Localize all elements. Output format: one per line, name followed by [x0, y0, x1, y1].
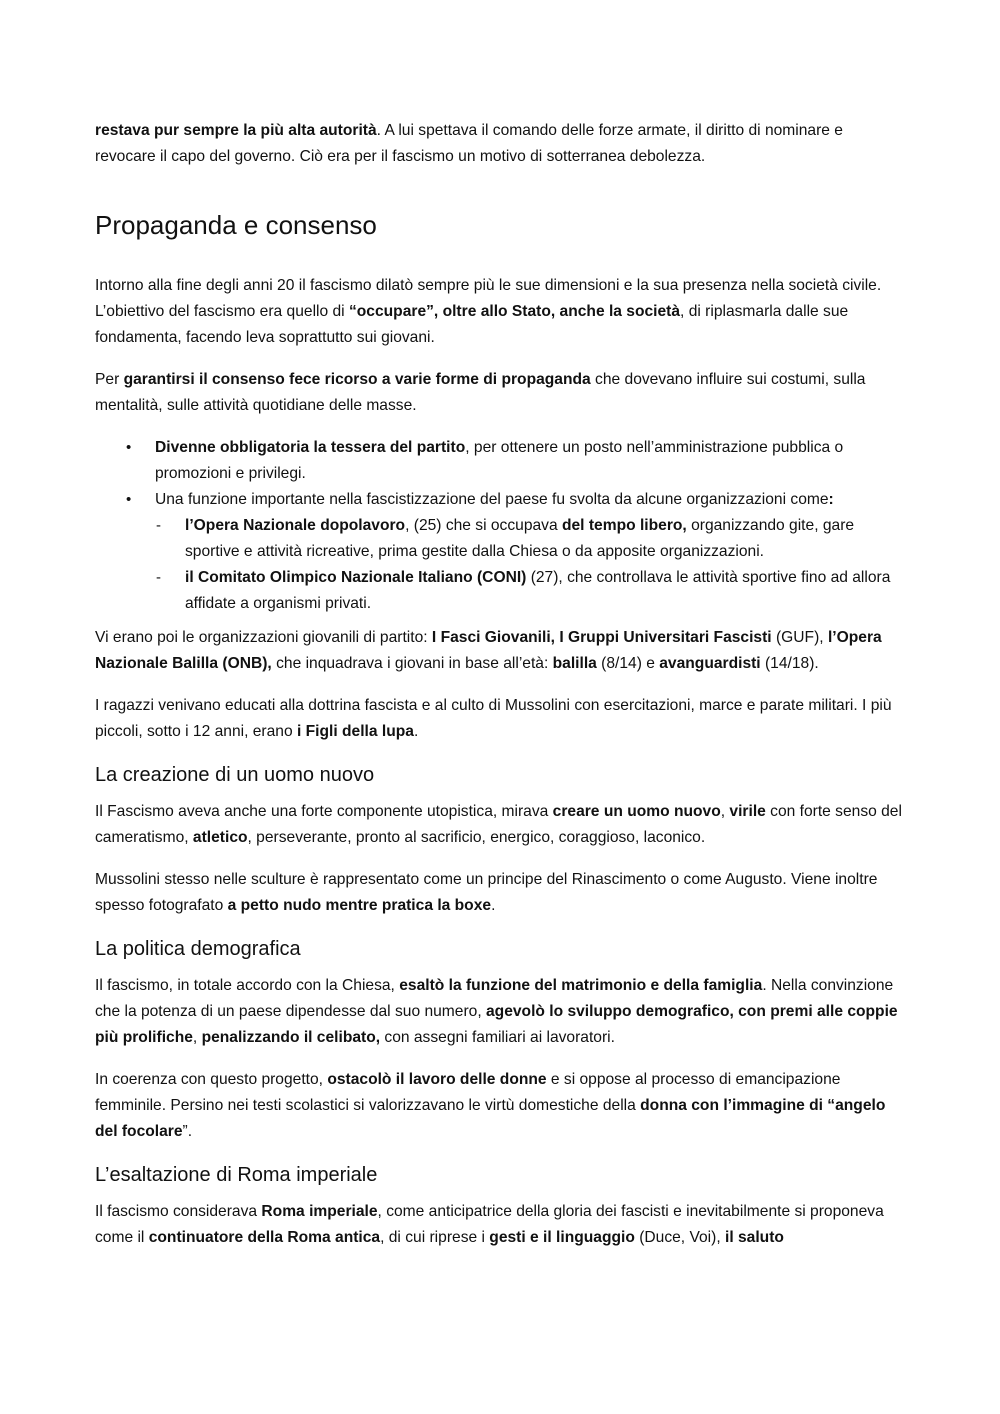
list-item: - l’Opera Nazionale dopolavoro, (25) che si occupava del tempo libero, organizzando gite, gare sportive e attività ricreative, prima gestite dalla Chiesa o da apposite organizzazioni. [95, 513, 904, 565]
dash-marker: - [156, 569, 161, 586]
list-item: • Divenne obbligatoria la tessera del partito, per ottenere un posto nell’amministrazione pubblica o promozioni e privilegi. [95, 435, 904, 487]
paragraph-propaganda-3: Vi erano poi le organizzazioni giovanili di partito: I Fasci Giovanili, I Gruppi Universitari Fascisti (GUF), l’Opera Nazionale Balilla (ONB), che inquadrava i giovani in base all’età: balilla (8/14) e avanguardisti (14/18). [95, 629, 882, 672]
bullet-marker: • [126, 491, 132, 508]
paragraph-uomo-nuovo-2: Mussolini stesso nelle sculture è rappresentato come un principe del Rinascimento o come Augusto. Viene inoltre spesso fotografato a petto nudo mentre pratica la boxe. [95, 871, 878, 914]
dash-list [155, 513, 904, 617]
bullet-marker: • [126, 439, 132, 456]
paragraph-demografica-1: Il fascismo, in totale accordo con la Chiesa, esaltò la funzione del matrimonio e della famiglia. Nella convinzione che la potenza di un paese dipendesse dal suo numero, agevolò lo sviluppo demografico, con premi alle coppie più prolifiche, penalizzando il celibato, con assegni familiari ai lavoratori. [95, 977, 898, 1046]
list-item: - il Comitato Olimpico Nazionale Italiano (CONI) (27), che controllava le attività sportive fino ad allora affidate a organismi privati. [95, 565, 904, 617]
paragraph-uomo-nuovo-1: Il Fascismo aveva anche una forte componente utopistica, mirava creare un uomo nuovo, virile con forte senso del cameratismo, atletico, perseverante, pronto al sacrificio, energico, coraggioso, laconico. [95, 803, 902, 846]
paragraph-propaganda-1: Intorno alla fine degli anni 20 il fascismo dilatò sempre più le sue dimensioni e la sua presenza nella società civile. L’obiettivo del fascismo era quello di “occupare”, oltre allo Stato, anche la società, di riplasmarla dalle sue fondamenta, facendo leva soprattutto sui giovani. [95, 277, 882, 346]
paragraph-demografica-2: In coerenza con questo progetto, ostacolò il lavoro delle donne e si oppose al processo di emancipazione femminile. Persino nei testi scolastici si valorizzavano le virtù domestiche della donna con l’immagine di “angelo del focolare”. [95, 1071, 886, 1140]
list-item: • Una funzione importante nella fascistizzazione del paese fu svolta da alcune organizzazioni come: - l’Opera Nazionale dopolavoro, (25) che si occupava del tempo libero, organizzando gite, gare sportive e attività ricreative, prima gestite dalla Chiesa o da apposite organizzazioni. - il Comitato Olimpico Nazionale Italiano (CONI) (27), che controllava le attività sportive fino ad allora affidate a organismi privati. [95, 487, 904, 617]
paragraph-roma-1: Il fascismo considerava Roma imperiale, come anticipatrice della gloria dei fascisti e inevitabilmente si proponeva come il continuatore della Roma antica, di cui riprese i gesti e il linguaggio (Duce, Voi), il saluto [95, 1203, 884, 1246]
paragraph-propaganda-4: I ragazzi venivano educati alla dottrina fascista e al culto di Mussolini con esercitazioni, marce e parate militari. I più piccoli, sotto i 12 anni, erano i Figli della lupa. [95, 697, 892, 740]
bullet-list [95, 435, 904, 617]
dash-marker: - [156, 517, 161, 534]
heading-propaganda: Propaganda e consenso [95, 210, 377, 240]
paragraph-intro: restava pur sempre la più alta autorità. A lui spettava il comando delle forze armate, il diritto di nominare e revocare il capo del governo. Ciò era per il fascismo un motivo di sotterranea debolezza. [95, 122, 843, 165]
paragraph-propaganda-2: Per garantirsi il consenso fece ricorso a varie forme di propaganda che dovevano influire sui costumi, sulla mentalità, sulle attività quotidiane delle masse. [95, 371, 866, 414]
heading-roma-imperiale: L’esaltazione di Roma imperiale [95, 1164, 378, 1186]
heading-politica-demografica: La politica demografica [95, 938, 301, 960]
heading-uomo-nuovo: La creazione di un uomo nuovo [95, 764, 375, 786]
